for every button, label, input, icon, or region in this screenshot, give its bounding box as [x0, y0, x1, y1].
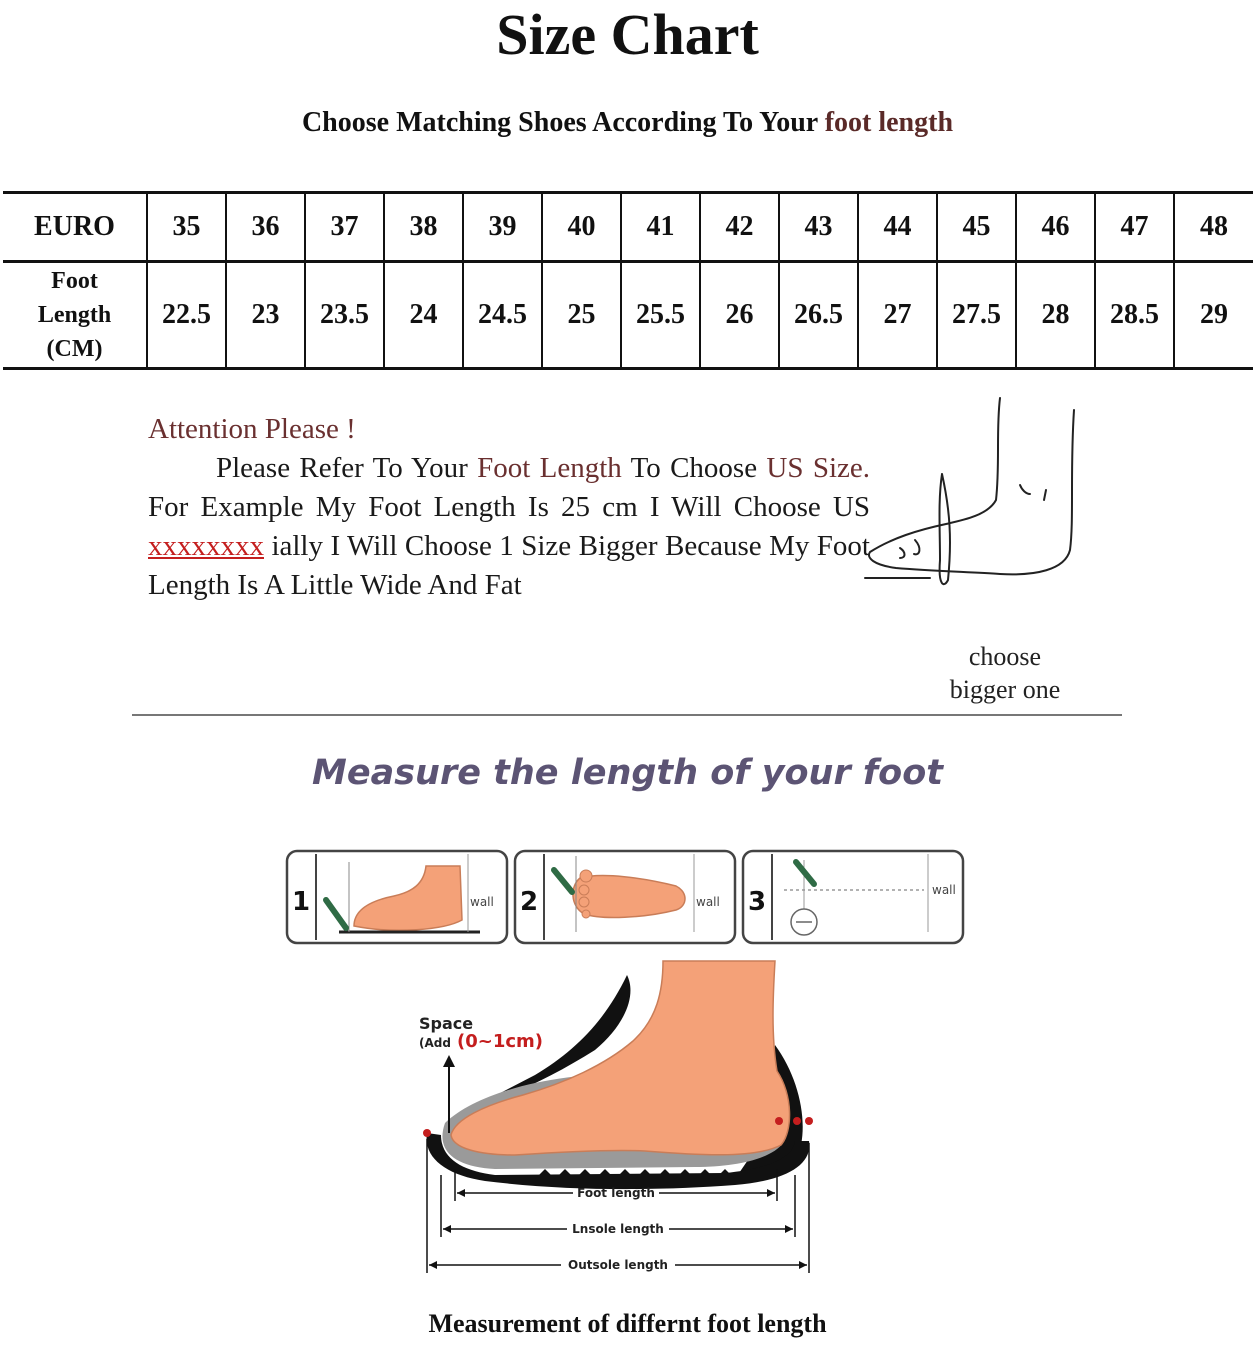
- foot-length-row: [3, 262, 1253, 369]
- euro-size-cell: 35: [147, 193, 226, 262]
- foot-length-highlight: Foot Length: [477, 452, 622, 484]
- euro-row: [3, 193, 1253, 262]
- wall-label: wall: [470, 895, 494, 909]
- euro-size-cell: 48: [1174, 193, 1253, 262]
- redacted-text: xxxxxxxx: [148, 530, 264, 562]
- subtitle-highlight: foot length: [824, 107, 954, 138]
- euro-size-cell: 47: [1095, 193, 1174, 262]
- euro-size-cell: 44: [858, 193, 937, 262]
- us-size-highlight: US Size.: [766, 452, 870, 484]
- foot-sketch-illustration: [860, 390, 1100, 605]
- wall-label: wall: [696, 895, 720, 909]
- choose-bigger-note: [930, 640, 1080, 706]
- foot-length-cell: 23: [226, 262, 305, 369]
- red-marker: [423, 1129, 431, 1137]
- foot-length-cell: 28: [1016, 262, 1095, 369]
- size-table: [3, 191, 1253, 370]
- bottom-caption: Measurement of differnt foot length: [428, 1309, 827, 1338]
- attention-body: [148, 449, 870, 605]
- wall-label: wall: [932, 883, 956, 897]
- euro-size-cell: 45: [937, 193, 1016, 262]
- foot-length-cell: 27: [858, 262, 937, 369]
- step-number: 1: [291, 887, 311, 917]
- foot-length-cell: 26: [700, 262, 779, 369]
- euro-size-cell: 36: [226, 193, 305, 262]
- section-divider: [132, 714, 1122, 716]
- euro-size-cell: 41: [621, 193, 700, 262]
- foot-length-header-cell: [3, 262, 147, 369]
- euro-size-cell: 39: [463, 193, 542, 262]
- foot-length-cell: 26.5: [779, 262, 858, 369]
- attention-heading: Attention Please !: [148, 413, 356, 445]
- euro-size-cell: 42: [700, 193, 779, 262]
- foot-length-cell: 28.5: [1095, 262, 1174, 369]
- foot-length-header-line: Length: [37, 302, 112, 328]
- red-marker: [793, 1117, 801, 1125]
- foot-length-label: Foot length: [577, 1186, 655, 1200]
- red-marker: [805, 1117, 813, 1125]
- space-label: Space: [419, 1014, 474, 1033]
- insole-length-label: Lnsole length: [572, 1222, 664, 1236]
- foot-length-cell: 22.5: [147, 262, 226, 369]
- add-value: (0~1cm): [457, 1031, 544, 1052]
- foot-length-cell: 24.5: [463, 262, 542, 369]
- add-label: (Add: [419, 1036, 451, 1050]
- foot-length-cell: 27.5: [937, 262, 1016, 369]
- measure-title: Measure the length of your foot: [312, 753, 943, 793]
- choose-bigger-line: choose: [968, 642, 1042, 671]
- attention-text: For Example My Foot Length Is 25 cm I Will Choose US: [148, 491, 870, 523]
- euro-header-cell: EURO: [3, 193, 147, 262]
- shoe-measurement-diagram: [405, 955, 825, 1275]
- outsole-length-label: Outsole length: [568, 1258, 668, 1272]
- measure-steps-strip: [284, 848, 968, 946]
- step-number: 2: [519, 887, 539, 917]
- step-number: 3: [747, 887, 767, 917]
- euro-size-cell: 37: [305, 193, 384, 262]
- step-panel-3: [743, 851, 963, 943]
- foot-length-cell: 25.5: [621, 262, 700, 369]
- foot-length-cell: 24: [384, 262, 463, 369]
- page-title: Size Chart: [496, 2, 759, 67]
- foot-length-header-line: (CM): [46, 336, 103, 362]
- attention-note: [148, 410, 870, 605]
- foot-length-cell: 25: [542, 262, 621, 369]
- red-marker: [775, 1117, 783, 1125]
- subtitle: [0, 104, 1255, 142]
- euro-size-cell: 46: [1016, 193, 1095, 262]
- euro-size-cell: 43: [779, 193, 858, 262]
- foot-length-cell: 29: [1174, 262, 1253, 369]
- foot-length-header-line: Foot: [51, 268, 98, 294]
- euro-size-cell: 38: [384, 193, 463, 262]
- attention-text: Please Refer To Your: [216, 452, 478, 484]
- attention-text: ially I Will Choose 1 Size Bigger Because My Foot Length Is A Little Wide And Fat: [148, 530, 870, 601]
- choose-bigger-line: bigger one: [949, 675, 1061, 704]
- attention-text: To Choose: [621, 452, 767, 484]
- subtitle-prefix: Choose Matching Shoes According To Your: [301, 107, 825, 138]
- foot-length-cell: 23.5: [305, 262, 384, 369]
- step-panel-1: [287, 851, 507, 943]
- step-panel-2: [515, 851, 735, 943]
- euro-size-cell: 40: [542, 193, 621, 262]
